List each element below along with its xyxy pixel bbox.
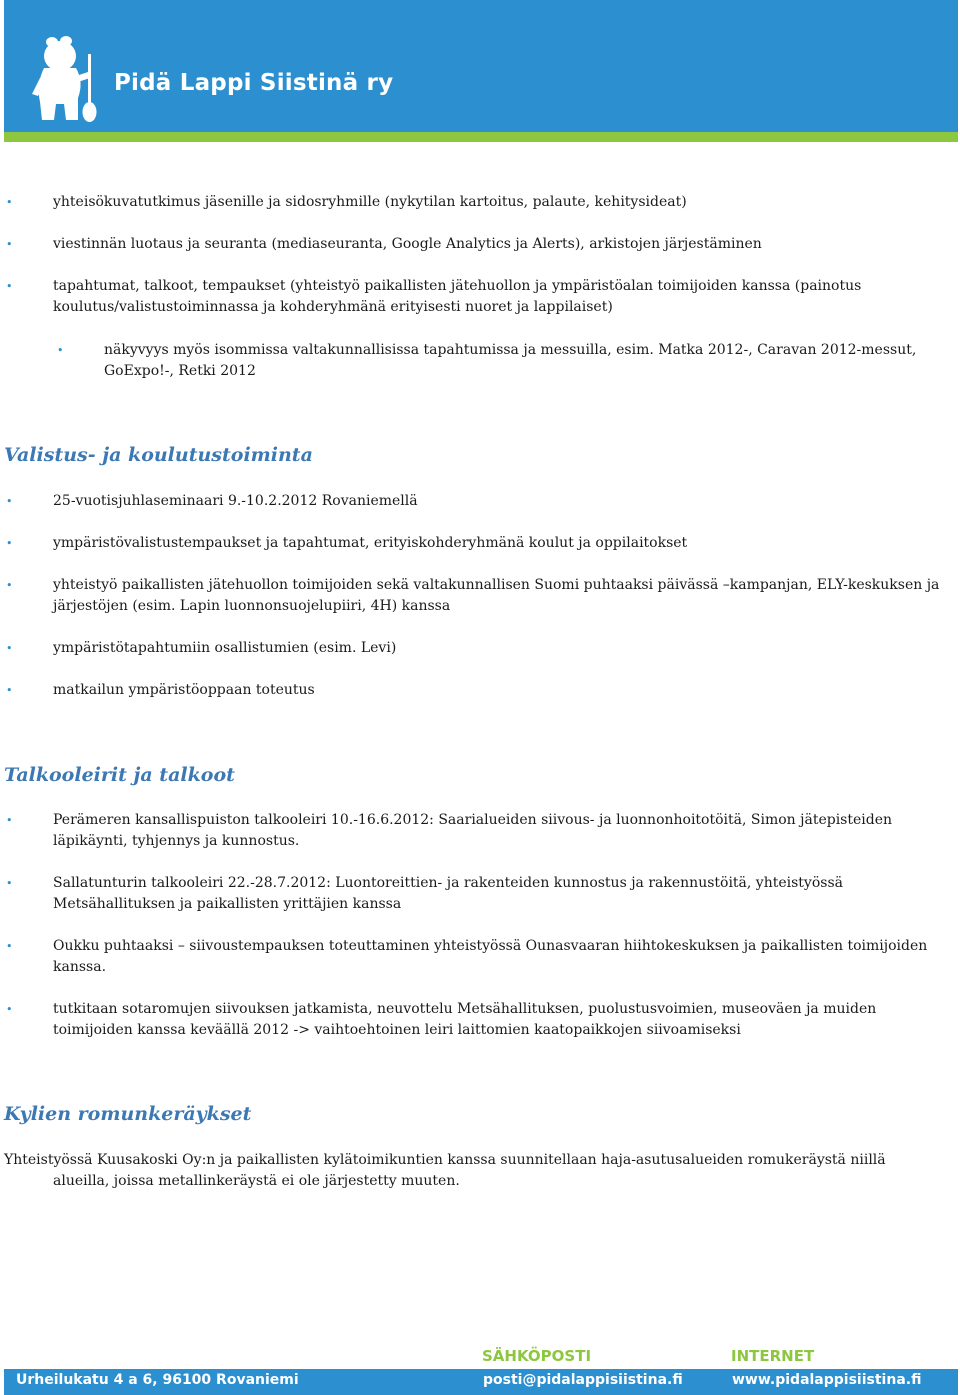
sub-list-item: • näkyvyys myös isommissa valtakunnallisissa tapahtumissa ja messuilla, esim. Matka 2012-, Caravan 2012-messut, GoExpo!-, Retki 2012 [57, 342, 917, 379]
org-name-logo: Pidä Lappi Siistinä ry [114, 70, 394, 96]
bullet-icon: • [6, 642, 13, 655]
list-item: • ympäristövalistustempaukset ja tapahtumat, erityiskohderyhmänä koulut ja oppilaitokset [53, 533, 948, 554]
bullet-icon: • [6, 1003, 13, 1016]
internet-label: INTERNET [731, 1347, 815, 1365]
list-item: • ympäristötapahtumiin osallistumien (esim. Levi) [53, 638, 948, 659]
bullet-icon: • [6, 579, 13, 592]
email-link[interactable]: posti@pidalappisiistina.fi [483, 1372, 683, 1388]
list-item: • Perämeren kansallispuiston talkooleiri 10.-16.6.2012: Saarialueiden siivous- ja luonnonhoitotöitä, Simon jätepisteiden läpikäynti, tyhjennys ja kunnostus. [6, 812, 893, 849]
bullet-icon: • [6, 280, 13, 293]
list-item: • matkailun ympäristöoppaan toteutus [53, 680, 948, 701]
list-item: • yhteistyö paikallisten jätehuollon toimijoiden sekä valtakunnallisen Suomi puhtaaksi päivässä –kampanjan, ELY-keskuksen ja järjestöjen (esim. Lapin luonnonsuojelupiiri, 4H) kanssa [6, 577, 940, 614]
bullet-icon: • [6, 877, 13, 890]
bullet-icon: • [6, 684, 13, 697]
bullet-icon: • [57, 344, 64, 357]
bullet-icon: • [6, 537, 13, 550]
list-item: • tutkitaan sotaromujen siivouksen jatkamista, neuvottelu Metsähallituksen, puolustusvoimien, museoväen ja muiden toimijoiden kanssa keväällä 2012 -> vaihtoehtoinen leiri laittomien kaatopaikkojen siivoamiseksi [6, 1001, 877, 1038]
header-banner [4, 0, 958, 142]
header-green-stripe [4, 132, 958, 142]
section-heading: Kylien romunkeräykset [4, 1103, 252, 1125]
section-heading: Valistus- ja koulutustoiminta [4, 444, 313, 466]
footer-bar [4, 1369, 958, 1395]
list-item: • Oukku puhtaaksi – siivoustempauksen toteuttaminen yhteistyössä Ounasvaaran hiihtokeskuksen ja paikallisten toimijoiden kanssa. [6, 938, 928, 975]
bear-with-broom-icon [32, 32, 108, 124]
website-link[interactable]: www.pidalappisiistina.fi [732, 1372, 922, 1388]
list-item: • yhteisökuvatutkimus jäsenille ja sidosryhmille (nykytilan kartoitus, palaute, kehitysideat) [53, 192, 948, 213]
bullet-icon: • [6, 940, 13, 953]
list-item: • Sallatunturin talkooleiri 22.-28.7.2012: Luontoreittien- ja rakenteiden kunnostus ja rakennustöitä, yhteistyössä Metsähallituksen ja paikallisten yrittäjien kanssa [6, 875, 843, 912]
footer-labels [0, 1347, 960, 1369]
section-heading: Talkooleirit ja talkoot [4, 764, 235, 786]
email-label: SÄHKÖPOSTI [482, 1347, 592, 1365]
list-item: • 25-vuotisjuhlaseminaari 9.-10.2.2012 Rovaniemellä [53, 491, 948, 512]
list-item: • viestinnän luotaus ja seuranta (mediaseuranta, Google Analytics ja Alerts), arkistojen järjestäminen [53, 234, 948, 255]
bullet-icon: • [6, 495, 13, 508]
paragraph: Yhteistyössä Kuusakoski Oy:n ja paikallisten kylätoimikuntien kanssa suunnitellaan haja-asutusalueiden romukeräystä niillä alueilla, joissa metallinkeräystä ei ole järjestetty muuten. [4, 1152, 886, 1189]
address-text: Urheilukatu 4 a 6, 96100 Rovaniemi [16, 1372, 299, 1388]
bullet-icon: • [6, 238, 13, 251]
bullet-icon: • [6, 814, 13, 827]
bullet-icon: • [6, 196, 13, 209]
list-item: • tapahtumat, talkoot, tempaukset (yhteistyö paikallisten jätehuollon ja ympäristöalan toimijoiden kanssa (painotus koulutus/valistustoiminnassa ja kohderyhmänä erityisesti nuoret ja lappilaiset) [6, 278, 862, 315]
